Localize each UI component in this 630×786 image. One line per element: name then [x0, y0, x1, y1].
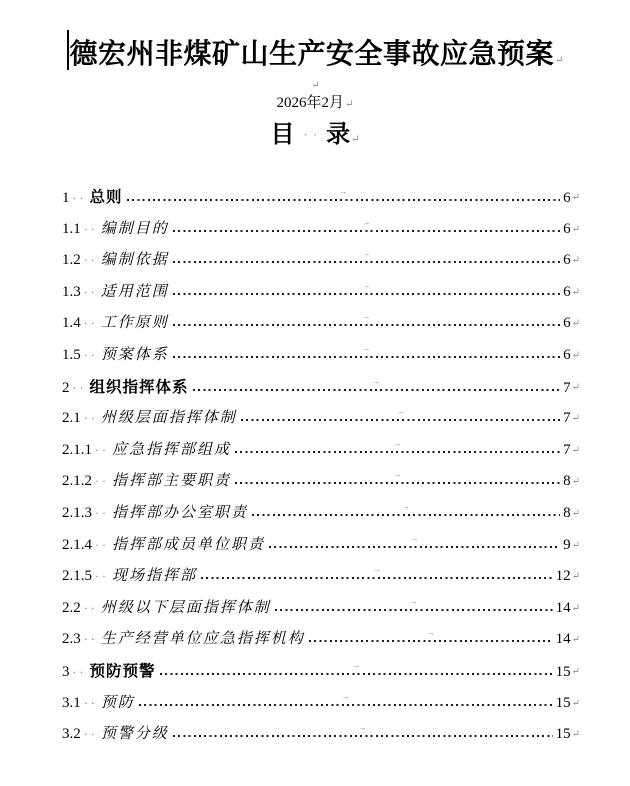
paragraph-mark-icon: ↵ — [571, 571, 580, 583]
tab-mark-icon: → — [341, 691, 350, 701]
dot-leader — [139, 693, 553, 707]
dot-leader — [275, 598, 553, 612]
toc-entry-number: 1.2 — [62, 252, 81, 269]
toc-entry-label: 应急指挥部组成 — [112, 441, 232, 458]
toc-entry-page-number: 8 — [563, 504, 571, 521]
paragraph-mark-icon: ↵ — [571, 602, 580, 614]
paragraph-mark-icon: ↵ — [571, 507, 580, 519]
paragraph-mark-icon: ↵ — [571, 286, 580, 298]
toc-entry-number: 2.1.2 — [62, 473, 92, 490]
toc-entry-page-number: 6 — [563, 220, 571, 237]
toc-entry-page-number: 8 — [563, 473, 571, 490]
toc-entry-page-number: 15 — [555, 663, 571, 680]
dot-leader — [160, 662, 553, 676]
space-marks-icon: ·· — [95, 569, 109, 584]
toc-entry-page-number: 15 — [555, 694, 571, 711]
tab-mark-icon: → — [393, 470, 402, 480]
toc-entry-page-number: 14 — [555, 599, 571, 616]
tab-mark-icon: → — [339, 187, 348, 196]
space-marks-icon: ·· — [83, 284, 98, 299]
toc-entry-number: 1 — [62, 190, 70, 206]
toc-entry-page-number: 6 — [563, 283, 571, 300]
space-marks-icon: ·· — [83, 600, 98, 615]
dot-leader — [127, 188, 561, 202]
tab-mark-icon: → — [396, 407, 405, 417]
dot-leader — [201, 566, 553, 580]
tab-mark-icon: → — [372, 565, 381, 575]
paragraph-mark-icon: ↵ — [571, 413, 580, 425]
space-marks-icon: ·· — [83, 253, 98, 268]
toc-entry-row[interactable] — [62, 308, 580, 340]
paragraph-mark-icon: ↵ — [571, 539, 580, 551]
paragraph-mark-icon: ↵ — [571, 634, 580, 646]
toc-entry-page-number: 6 — [563, 346, 571, 363]
toc-entry-number: 2.2 — [62, 599, 81, 616]
space-marks-icon: ·· — [95, 442, 109, 457]
toc-entry-label: 州级以下层面指挥体制 — [100, 599, 271, 616]
paragraph-mark-icon: ↵ — [571, 665, 580, 677]
dot-leader — [241, 408, 560, 422]
toc-entry-page-number: 7 — [563, 441, 571, 458]
paragraph-mark-icon: ↵ — [345, 99, 354, 110]
toc-entry-number: 1.4 — [62, 315, 81, 332]
paragraph-mark-icon: ↵ — [571, 697, 580, 709]
paragraph-mark-icon: ↵ — [571, 318, 580, 330]
paragraph-mark-icon: ↵ — [571, 381, 580, 393]
space-marks-icon: ·· — [72, 191, 87, 205]
toc-entry-number: 2 — [62, 379, 70, 396]
toc-entry-number: 2.1.3 — [62, 504, 92, 521]
toc-entry-page-number: 6 — [563, 315, 571, 332]
text-cursor — [67, 30, 69, 70]
toc-entry-number: 2.1.4 — [62, 536, 92, 553]
toc-entry-label: 组织指挥体系 — [89, 378, 189, 396]
table-of-contents — [0, 182, 630, 751]
paragraph-mark-icon: ↵ — [571, 476, 580, 488]
dot-leader — [173, 219, 560, 233]
toc-heading-right: 录 — [326, 122, 351, 148]
paragraph-mark-icon: ↵ — [555, 55, 564, 66]
paragraph-mark-icon: ↵ — [571, 729, 580, 741]
tab-mark-icon: → — [362, 280, 371, 290]
toc-entry-page-number: 7 — [563, 379, 571, 396]
space-marks-icon: ·· — [83, 632, 98, 647]
toc-entry-label: 预案体系 — [100, 346, 169, 363]
toc-entry-label: 指挥部成员单位职责 — [112, 536, 266, 553]
toc-entry-label: 预警分级 — [100, 726, 169, 743]
tab-mark-icon: → — [362, 312, 371, 322]
toc-heading-left: 目 — [270, 122, 295, 148]
toc-entry-number: 3.1 — [62, 694, 81, 711]
space-marks-icon: ·· — [72, 380, 87, 395]
paragraph-mark-icon: ↵ — [571, 349, 580, 361]
toc-entry-number: 2.1.1 — [62, 441, 92, 458]
toc-entry-label: 总则 — [89, 189, 123, 206]
toc-entry-label: 预防预警 — [89, 662, 156, 680]
toc-entry-page-number: 6 — [563, 252, 571, 269]
tab-mark-icon: → — [410, 533, 419, 543]
document-date: 2026年2月 — [276, 95, 345, 111]
tab-mark-icon: → — [362, 217, 371, 227]
dot-leader — [252, 503, 560, 517]
space-marks-icon: ·· — [83, 727, 98, 742]
paragraph-mark-icon: ↵ — [571, 223, 580, 235]
toc-entry-number: 3.2 — [62, 726, 81, 743]
toc-entry-page-number: 6 — [563, 190, 571, 206]
toc-entry-label: 编制目的 — [100, 220, 169, 237]
toc-entry-row[interactable] — [62, 656, 580, 688]
document-page — [0, 30, 630, 751]
dot-leader — [173, 282, 560, 296]
space-marks-icon: ·· — [303, 127, 323, 142]
space-marks-icon: ·· — [95, 505, 109, 520]
toc-entry-label: 预防 — [100, 694, 135, 711]
toc-entry-row[interactable] — [62, 719, 580, 751]
toc-entry-number: 3 — [62, 663, 70, 680]
tab-mark-icon: → — [393, 438, 402, 448]
toc-heading[interactable] — [0, 116, 630, 154]
space-marks-icon: ·· — [95, 474, 109, 489]
tab-mark-icon: → — [409, 596, 418, 606]
toc-entry-row[interactable] — [62, 372, 580, 404]
toc-entry-number: 1.1 — [62, 220, 81, 237]
toc-entry-row[interactable] — [62, 498, 580, 530]
space-marks-icon: ·· — [83, 221, 98, 236]
tab-mark-icon: → — [426, 628, 435, 638]
toc-entry-label: 工作原则 — [100, 315, 169, 332]
paragraph-mark-icon: ↵ — [571, 255, 580, 267]
toc-entry-page-number: 14 — [555, 631, 571, 648]
dot-leader — [235, 471, 560, 485]
toc-entry-row[interactable] — [62, 593, 580, 625]
toc-entry-number: 1.3 — [62, 283, 81, 300]
dot-leader — [235, 440, 560, 454]
dot-leader — [309, 629, 553, 643]
toc-entry-number: 2.1.5 — [62, 568, 92, 585]
dot-leader — [173, 724, 553, 738]
toc-entry-row[interactable] — [62, 561, 580, 593]
toc-entry-number: 2.3 — [62, 631, 81, 648]
toc-entry-row[interactable] — [62, 403, 580, 435]
space-marks-icon: ·· — [83, 316, 98, 331]
toc-entry-label: 编制依据 — [100, 252, 169, 269]
toc-entry-row[interactable] — [62, 624, 580, 656]
tab-mark-icon: → — [402, 501, 411, 511]
toc-entry-label: 现场指挥部 — [112, 568, 198, 585]
dot-leader — [193, 378, 561, 392]
toc-entry-row[interactable] — [62, 214, 580, 246]
toc-entry-number: 1.5 — [62, 346, 81, 363]
toc-entry-page-number: 15 — [555, 726, 571, 743]
paragraph-mark-icon: ↵ — [571, 444, 580, 456]
toc-entry-label: 指挥部办公室职责 — [112, 504, 249, 521]
tab-mark-icon: → — [352, 660, 361, 670]
empty-paragraph-line[interactable] — [0, 76, 630, 92]
dot-leader — [173, 313, 560, 327]
toc-entry-row[interactable] — [62, 435, 580, 467]
toc-entry-label: 州级层面指挥体制 — [100, 410, 237, 427]
toc-entry-row[interactable] — [62, 530, 580, 562]
space-marks-icon: ·· — [83, 695, 98, 710]
paragraph-mark-icon: ↵ — [571, 192, 580, 203]
space-marks-icon: ·· — [83, 347, 98, 362]
toc-entry-label: 适用范围 — [100, 283, 169, 300]
dot-leader — [269, 535, 560, 549]
space-marks-icon: ·· — [83, 411, 98, 426]
toc-entry-page-number: 9 — [563, 536, 571, 553]
document-date-line[interactable] — [0, 92, 630, 114]
toc-entry-number: 2.1 — [62, 410, 81, 427]
paragraph-mark-icon: ↵ — [351, 134, 360, 145]
toc-entry-row[interactable] — [62, 688, 580, 720]
toc-entry-page-number: 7 — [563, 410, 571, 427]
toc-entry-row[interactable] — [62, 182, 580, 214]
toc-entry-label: 生产经营单位应急指挥机构 — [100, 631, 305, 648]
toc-entry-page-number: 12 — [555, 568, 571, 585]
dot-leader — [173, 250, 560, 264]
document-title: 德宏州非煤矿山生产安全事故应急预案 — [69, 39, 555, 70]
toc-entry-row[interactable] — [62, 245, 580, 277]
tab-mark-icon: → — [358, 723, 367, 733]
tab-mark-icon: → — [362, 249, 371, 259]
dot-leader — [173, 345, 560, 359]
toc-entry-row[interactable] — [62, 466, 580, 498]
paragraph-mark-icon: ↵ — [311, 80, 320, 91]
toc-entry-label: 指挥部主要职责 — [112, 473, 232, 490]
document-title-line[interactable] — [0, 30, 630, 76]
space-marks-icon: ·· — [72, 664, 87, 679]
toc-entry-row[interactable] — [62, 277, 580, 309]
toc-entry-row[interactable] — [62, 340, 580, 372]
tab-mark-icon: → — [362, 343, 371, 353]
space-marks-icon: ·· — [95, 537, 109, 552]
tab-mark-icon: → — [372, 376, 381, 386]
